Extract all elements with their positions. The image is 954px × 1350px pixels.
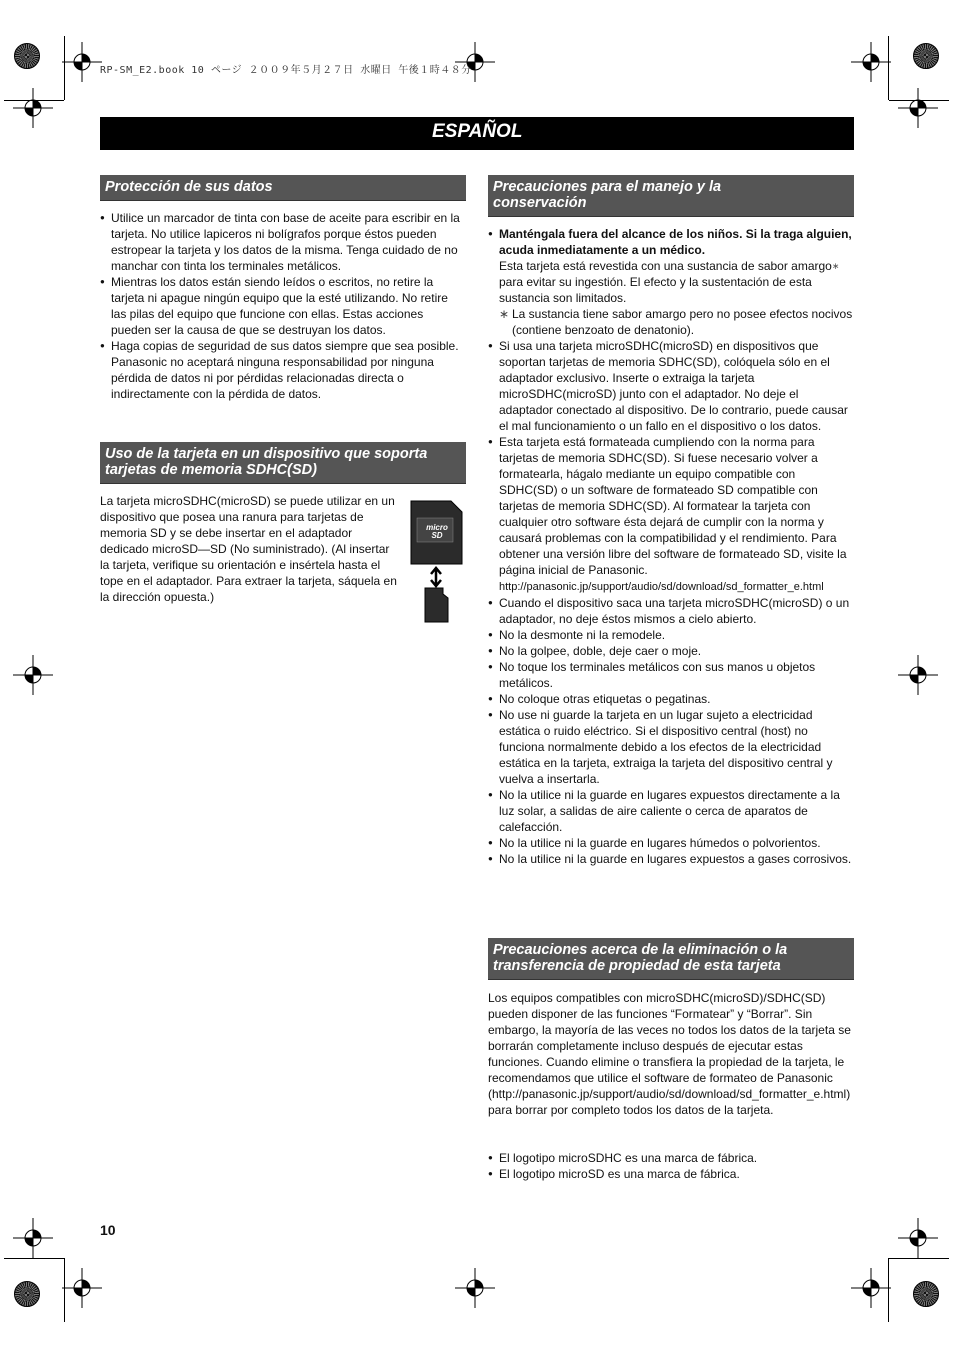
list-item: ● No la utilice ni la guarde en lugares expuestos directamente a la luz solar, a salidas de aire caliente o cerca de aparatos de calefacción. (488, 787, 854, 835)
formatter-url: http://panasonic.jp/support/audio/sd/download/sd_formatter_e.html (499, 581, 824, 593)
list-item: ● El logotipo microSDHC es una marca de fábrica. (488, 1150, 854, 1166)
list-item: ● Cuando el dispositivo saca una tarjeta microSDHC(microSD) o un adaptador, no deje éstos mismos a cielo abierto. (488, 595, 854, 627)
language-banner (100, 117, 854, 150)
registration-mark-icon (851, 1268, 891, 1308)
crop-mark (64, 36, 65, 100)
registration-mark-icon (455, 1268, 495, 1308)
registration-mark-icon (13, 655, 53, 695)
crop-mark (889, 1258, 949, 1259)
crop-mark (4, 100, 64, 101)
footnote-mark: ∗ (831, 261, 840, 271)
section-title-line: Precauciones acerca de la eliminación o la (493, 942, 788, 958)
list-item: ● Utilice un marcador de tinta con base de aceite para escribir en la tarjeta. No utilice lapiceros ni bolígrafos porque éstos pueden estropear la tarjeta y los datos de la misma. Tenga cuidado de no manchar con tinta los terminales metálicos. (100, 210, 466, 274)
list-item: ● No la utilice ni la guarde en lugares húmedos o polvorientos. (488, 835, 854, 851)
registration-mark-icon (62, 42, 102, 82)
crop-mark (888, 36, 889, 100)
registration-mark-icon (62, 1268, 102, 1308)
list-item-text: Esta tarjeta está revestida con una sustancia de sabor amargo (499, 259, 832, 273)
list-item (488, 434, 854, 595)
section-heading-eliminacion (488, 938, 854, 980)
crop-mark (64, 1258, 65, 1322)
registration-mark-icon (13, 88, 53, 128)
list-item: ● Si usa una tarjeta microSDHC(microSD) en dispositivos que soportan tarjetas de memoria SDHC(SD), colóquela sólo en el adaptador exclusivo. Inserte o extraiga la tarjeta microSDHC(microSD) junto con el adaptador. No deje el adaptador conectado al dispositivo. De lo contrario, puede causar el mal funcionamiento o un fallo en el dispositivo o los datos. (488, 338, 854, 434)
section-title-line: Uso de la tarjeta en un dispositivo que soporta (105, 446, 428, 462)
color-target-icon (14, 43, 40, 69)
section-title-line: Precauciones para el manejo y la (493, 179, 722, 195)
crop-mark (889, 100, 949, 101)
list-item: ● El logotipo microSD es una marca de fábrica. (488, 1166, 854, 1182)
color-target-icon (913, 1281, 939, 1307)
section-heading-proteccion (100, 175, 466, 201)
microsd-logo: micro SD (426, 523, 448, 540)
uso-body: La tarjeta microSDHC(microSD) se puede utilizar en un dispositivo que posea una ranura para tarjetas de memoria SD y se debe insertar en el adaptador dedicado microSD—SD (No suministrado). (Al insertar la tarjeta, verifique su orientación e insértela hasta el tope en el adaptador. Para extraer la tarjeta, sáquela en la dirección opuesta.) (100, 494, 397, 604)
list-item: ● No coloque otras etiquetas o pegatinas. (488, 691, 854, 707)
section-title-line: tarjetas de memoria SDHC(SD) (105, 462, 317, 478)
registration-mark-icon (898, 1218, 938, 1258)
crop-mark (4, 1258, 64, 1259)
list-item: ● No la golpee, doble, deje caer o moje. (488, 643, 854, 659)
list-item: ● No use ni guarde la tarjeta en un lugar sujeto a electricidad estática o ruido eléctrico. Si el dispositivo central (host) no funciona normalmente debido a los efectos de la electricidad estática en la tarjeta, extraiga la tarjeta del dispositivo central y vuelva a insertarla. (488, 707, 854, 787)
precauciones-list (488, 226, 854, 867)
section-heading-precauciones (488, 175, 854, 217)
proteccion-list (100, 210, 466, 402)
sd-adapter-illustration (408, 498, 466, 626)
eliminacion-body: Los equipos compatibles con microSDHC(microSD)/SDHC(SD) pueden disponer de las funciones “Formatear” y “Borrar”. Sin embargo, la mayoría de las veces no todos los datos de la tarjeta se borrarán completamente incluso después de ejecutar estas funciones. Cuando elimine o transfiera la propiedad de la tarjeta, le recomendamos que utilice el software de formateo de Panasonic (http://panasonic.jp/support/audio/sd/download/sd_formatter_e.html) para borrar por completo todos los datos de la tarjeta. (488, 991, 851, 1117)
section-title-line: conservación (493, 195, 587, 211)
sd-card-icon (408, 498, 466, 626)
crop-mark (888, 1258, 889, 1322)
warning-text: Manténgala fuera del alcance de los niños. Si la traga alguien, acuda inmediatamente a un médico. (499, 227, 852, 257)
language-banner-label: ESPAÑOL (432, 121, 523, 142)
list-item-text: Esta tarjeta está formateada cumpliendo con la norma para tarjetas de memoria SDHC(SD). Si fuese necesario volver a formatearla, hágalo mediante un equipo compatible con SDHC(SD) o un software de formateado SD compatible con tarjetas de memoria SDHC(SD). Al formatear la tarjeta con cualquier otro software ésta dejará de cumplir con la norma y causará problemas con la compatibilidad y el rendimiento. Para obtener una versión libre del software de formateado SD, visite la página inicial de Panasonic. (499, 435, 847, 577)
trademark-list (488, 1150, 854, 1182)
section-title-line: transferencia de propiedad de esta tarjeta (493, 958, 781, 974)
list-item: ● No toque los terminales metálicos con sus manos u objetos metálicos. (488, 659, 854, 691)
page-number: 10 (100, 1222, 116, 1238)
section-heading-uso (100, 442, 466, 484)
color-target-icon (913, 43, 939, 69)
section-title: Protección de sus datos (105, 179, 273, 195)
registration-mark-icon (898, 88, 938, 128)
footnote: ∗ La sustancia tiene sabor amargo pero no posee efectos nocivos (contiene benzoato de denatonio). (499, 306, 854, 338)
registration-mark-icon (898, 655, 938, 695)
list-item: ● No la desmonte ni la remodele. (488, 627, 854, 643)
color-target-icon (14, 1281, 40, 1307)
list-item: ● Haga copias de seguridad de sus datos siempre que sea posible. Panasonic no aceptará ninguna responsabilidad por ninguna pérdida de datos ni por pérdidas relacionadas directa o indirectamente con la pérdida de datos. (100, 338, 466, 402)
list-item (488, 226, 854, 306)
registration-mark-icon (13, 1218, 53, 1258)
list-item: ● No la utilice ni la guarde en lugares expuestos a gases corrosivos. (488, 851, 854, 867)
registration-mark-icon (851, 42, 891, 82)
list-item-text: para evitar su ingestión. El efecto y la sustentación de esta sustancia son limitados. (499, 275, 812, 305)
print-header: RP-SM_E2.book 10 ページ ２００９年５月２７日 水曜日 午後１時４８分 (100, 65, 472, 76)
list-item: ● Mientras los datos están siendo leídos o escritos, no retire la tarjeta ni apague ningún equipo que la esté utilizando. No retire las pilas del equipo que funcione con ellas. Estas acciones pueden ser la causa de que se destruyan los datos. (100, 274, 466, 338)
